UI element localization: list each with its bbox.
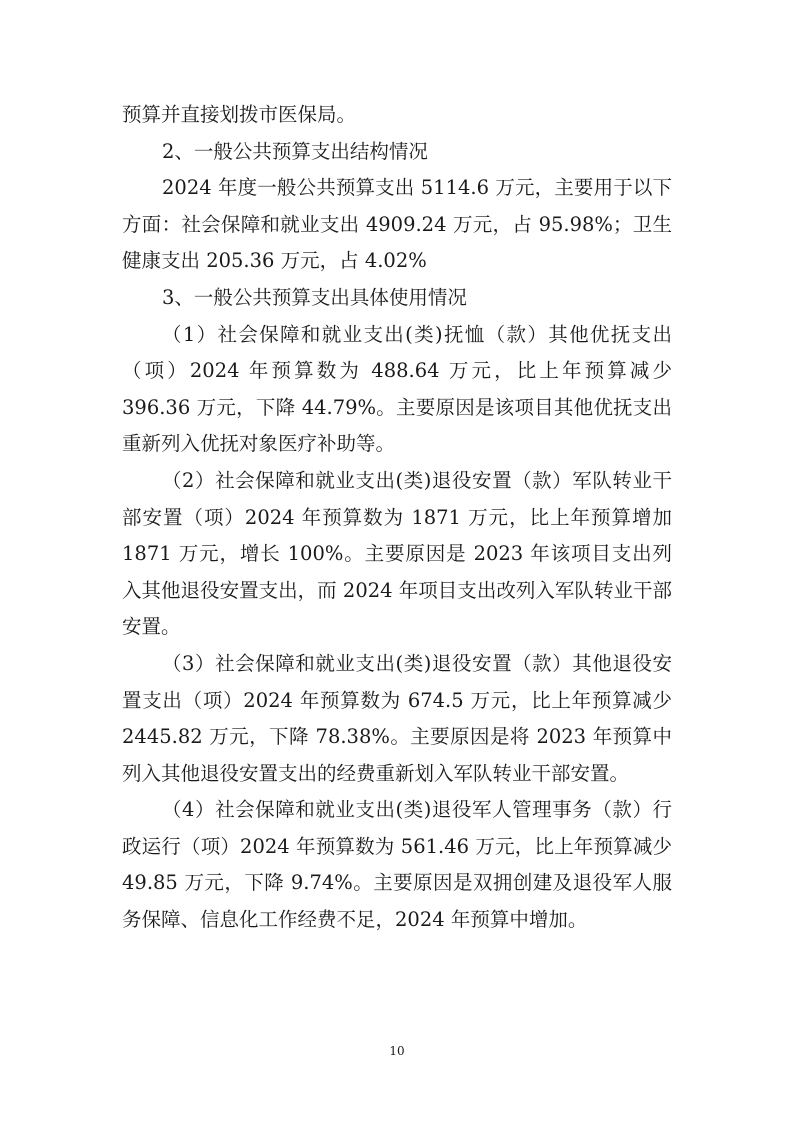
paragraph-item-1: （1）社会保障和就业支出(类)抚恤（款）其他优抚支出（项）2024 年预算数为 488.64 万元，比上年预算减少 396.36 万元，下降 44.79%。主要原因是该项目其他优抚支出重新列入优抚对象医疗补助等。 — [122, 322, 672, 456]
section-heading-expenditure-usage: 3、一般公共预算支出具体使用情况 — [162, 285, 467, 309]
section-heading-expenditure-structure: 2、一般公共预算支出结构情况 — [162, 139, 428, 163]
paragraph-item-3: （3）社会保障和就业支出(类)退役安置（款）其他退役安置支出（项）2024 年预算数为 674.5 万元，比上年预算减少 2445.82 万元，下降 78.38%。主要原因是将 2023 年预算中列入其他退役安置支出的经费重新划入军队转业干部安置。 — [122, 651, 672, 785]
page-number: 10 — [389, 1044, 405, 1058]
paragraph-item-4: （4）社会保障和就业支出(类)退役军人管理事务（款）行政运行（项）2024 年预算数为 561.46 万元，比上年预算减少 49.85 万元，下降 9.74%。主要原因是双拥创建及退役军人服务保障、信息化工作经费不足，2024 年预算中增加。 — [122, 798, 672, 932]
paragraph-continuation: 预算并直接划拨市医保局。 — [122, 103, 357, 126]
paragraph-expenditure-structure: 2024 年度一般公共预算支出 5114.6 万元，主要用于以下方面：社会保障和就业支出 4909.24 万元，占 95.98%；卫生健康支出 205.36 万元，占 4.02% — [122, 176, 672, 273]
document-body — [122, 97, 672, 939]
paragraph-item-2: （2）社会保障和就业支出(类)退役安置（款）军队转业干部安置（项）2024 年预算数为 1871 万元，比上年预算增加 1871 万元，增长 100%。主要原因是 2023 年该项目支出列入其他退役安置支出，而 2024 年项目支出改列入军队转业干部安置。 — [122, 468, 672, 639]
